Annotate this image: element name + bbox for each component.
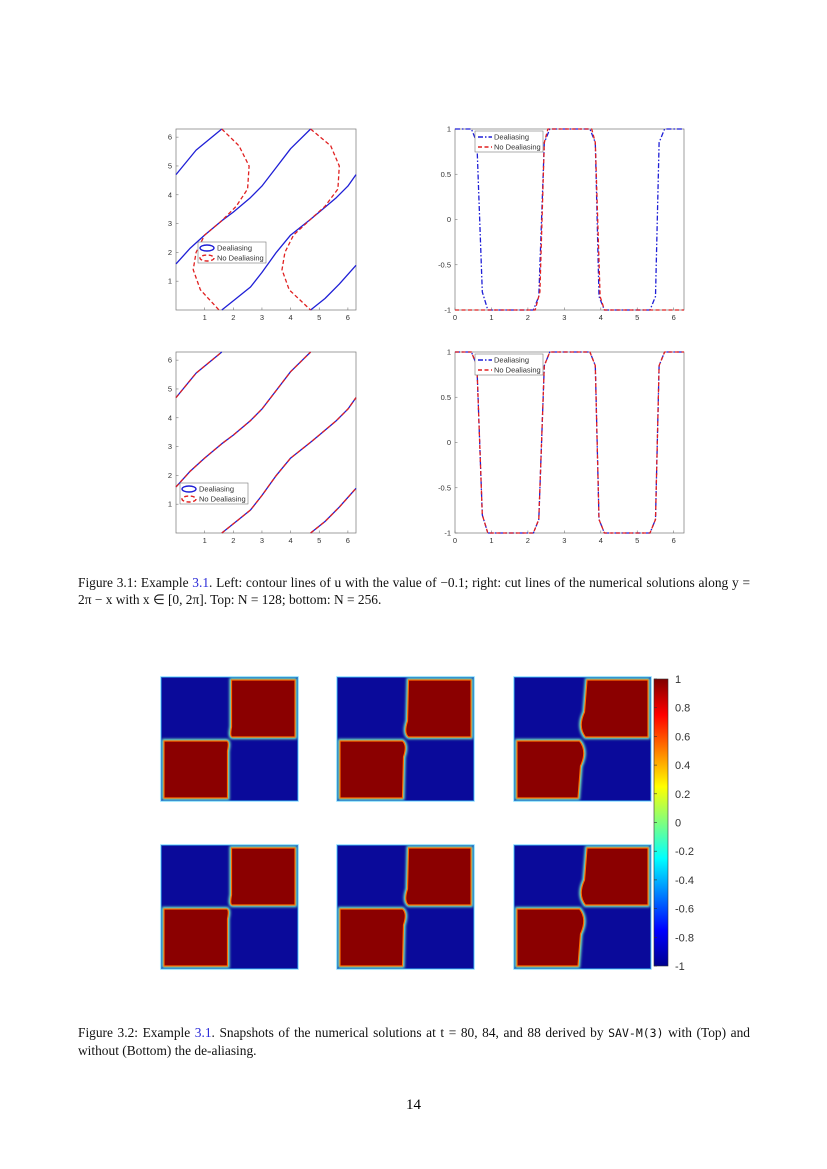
example-reference-link[interactable]: 3.1: [192, 575, 210, 590]
plot-axes-box: [455, 129, 684, 310]
caption-text: . Snapshots of the numerical solutions at t = 80, 84, and 88 derived by: [211, 1025, 609, 1040]
solution-snapshot: [337, 845, 474, 969]
high-value-region: [340, 909, 405, 966]
colorbar-tick-label: 0.2: [675, 788, 691, 801]
colorbar-tick-label: 0.4: [675, 760, 691, 773]
high-value-region: [406, 680, 471, 737]
colorbar-tick-label: -1: [675, 961, 685, 973]
y-tick-label: 4: [167, 190, 172, 200]
y-tick-label: 3: [167, 219, 172, 229]
x-tick-label: 1: [489, 536, 494, 545]
figure-3-2: [0, 660, 827, 990]
x-tick-label: 1: [202, 313, 207, 322]
x-tick-label: 4: [598, 536, 603, 545]
cut-line-plot-bottom: [438, 348, 684, 546]
y-tick-label: 6: [167, 355, 172, 365]
plot-axes-box: [455, 352, 684, 533]
x-tick-label: 6: [345, 313, 350, 322]
y-tick-label: 0.5: [440, 392, 451, 402]
colorbar-tick-label: -0.2: [675, 846, 694, 859]
legend-entry-label: No Dealiasing: [199, 494, 246, 504]
caption-text: with (Top) and without (Bottom) the de-aliasing.: [78, 1025, 750, 1058]
x-tick-label: 4: [598, 313, 603, 322]
y-tick-label: 0.5: [440, 169, 451, 179]
high-value-region: [517, 741, 584, 798]
plot-axes-box: [176, 129, 356, 310]
solution-snapshot: [161, 845, 298, 969]
x-tick-label: 3: [259, 313, 265, 322]
solution-snapshot: [514, 677, 651, 801]
y-tick-label: 0: [446, 215, 451, 224]
y-tick-label: 4: [167, 413, 172, 423]
y-tick-label: 1: [446, 347, 451, 357]
high-value-region: [581, 680, 648, 737]
legend-entry-label: Dealiasing: [217, 243, 253, 253]
contour-plot-bottom: [168, 352, 356, 545]
high-value-region: [517, 909, 584, 966]
legend-entry-label: Dealiasing: [199, 484, 235, 494]
y-tick-label: 0: [446, 438, 451, 447]
y-tick-label: -1: [444, 528, 451, 538]
y-tick-label: 1: [446, 124, 451, 134]
legend-entry-label: Dealiasing: [494, 132, 530, 142]
y-tick-label: 2: [167, 470, 172, 480]
figure-3-2-caption: [78, 1024, 750, 1059]
x-tick-label: 0: [452, 313, 458, 322]
colorbar-tick-label: 1: [675, 674, 682, 686]
high-value-region: [340, 741, 405, 798]
high-value-region: [406, 848, 471, 905]
y-tick-label: -0.5: [438, 483, 451, 493]
solution-snapshot: [514, 845, 651, 969]
colorbar-tick-label: 0: [675, 817, 682, 830]
legend-entry-label: No Dealiasing: [494, 365, 541, 375]
caption-text: . Left: contour lines of u with the value of −0.1; right: cut lines of the numerical solutions along y = 2π − x with x ∈ [0, 2π]. Top: N = 128; bottom: N = 256.: [78, 575, 750, 607]
x-tick-label: 4: [288, 536, 293, 545]
high-value-region: [231, 680, 295, 737]
high-value-region: [581, 848, 648, 905]
y-tick-label: 5: [167, 384, 172, 394]
x-tick-label: 3: [562, 313, 567, 322]
colorbar-tick-label: -0.8: [675, 932, 694, 945]
colorbar-tick-label: -0.4: [675, 874, 694, 887]
y-tick-label: 2: [167, 247, 172, 257]
x-tick-label: 2: [525, 536, 530, 545]
x-tick-label: 2: [231, 536, 236, 545]
x-tick-label: 6: [671, 313, 676, 322]
colorbar-tick-label: 0.6: [675, 731, 691, 744]
plot-axes-box: [176, 352, 356, 533]
caption-label: Figure 3.2: Example: [78, 1025, 195, 1040]
solution-snapshot: [337, 677, 474, 801]
y-tick-label: 3: [167, 442, 172, 452]
solution-snapshot: [161, 677, 298, 801]
figure-3-1-caption: [78, 574, 750, 608]
x-tick-label: 3: [562, 536, 567, 545]
high-value-region: [164, 741, 228, 798]
x-tick-label: 2: [231, 313, 236, 322]
legend-entry-label: No Dealiasing: [217, 253, 264, 263]
x-tick-label: 4: [288, 313, 293, 322]
legend-entry-label: Dealiasing: [494, 355, 530, 365]
x-tick-label: 6: [345, 536, 350, 545]
page-number: 14: [406, 1097, 421, 1113]
x-tick-label: 2: [525, 313, 530, 322]
colorbar-tick-label: 0.8: [675, 702, 691, 715]
contour-plot-top: [168, 129, 356, 322]
legend-entry-label: No Dealiasing: [494, 142, 541, 152]
y-tick-label: 1: [167, 276, 172, 286]
y-tick-label: -0.5: [438, 260, 451, 270]
x-tick-label: 6: [671, 536, 676, 545]
x-tick-label: 5: [635, 313, 640, 322]
caption-label: Figure 3.1: Example: [78, 575, 193, 590]
x-tick-label: 1: [489, 313, 494, 322]
high-value-region: [231, 848, 295, 905]
cut-line-plot-top: [438, 125, 684, 323]
y-tick-label: -1: [444, 305, 451, 315]
x-tick-label: 5: [635, 536, 640, 545]
x-tick-label: 5: [317, 536, 322, 545]
x-tick-label: 5: [317, 313, 322, 322]
y-tick-label: 5: [167, 161, 172, 171]
x-tick-label: 0: [452, 536, 458, 545]
x-tick-label: 3: [259, 536, 265, 545]
x-tick-label: 1: [202, 536, 207, 545]
figure-3-1: [0, 0, 827, 560]
y-tick-label: 6: [167, 132, 172, 142]
y-tick-label: 1: [167, 499, 172, 509]
example-reference-link[interactable]: 3.1: [194, 1025, 212, 1040]
colorbar-tick-label: -0.6: [675, 903, 694, 916]
high-value-region: [164, 909, 228, 966]
method-name: SAV-M(3): [608, 1026, 664, 1040]
